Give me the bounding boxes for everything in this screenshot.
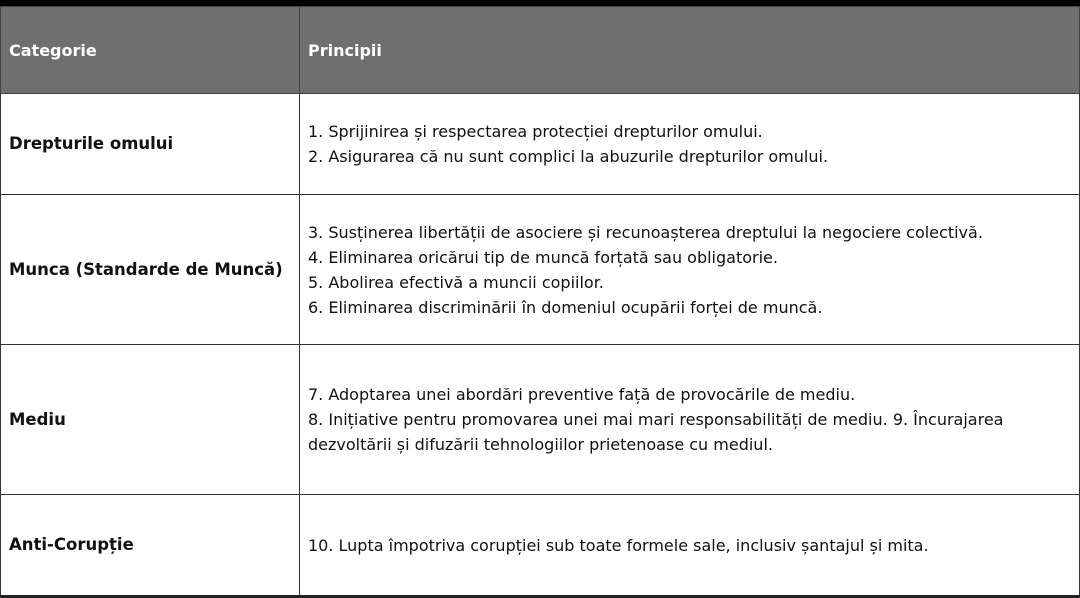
principles-cell	[300, 94, 1080, 195]
principles-cell	[300, 495, 1080, 597]
principle-item: 8. Inițiative pentru promovarea unei mai mari responsabilități de mediu. 9. Încurajarea dezvoltării și difuzării tehnologiilor prietenoase cu mediul.	[308, 410, 1004, 454]
table-row	[1, 495, 1080, 597]
principle-item: 1. Sprijinirea și respectarea protecției drepturilor omului.	[308, 122, 763, 141]
category-cell: Anti-Corupție	[1, 495, 300, 597]
principle-item: 5. Abolirea efectivă a muncii copiilor.	[308, 272, 604, 292]
principle-item: 6. Eliminarea discriminării în domeniul ocupării forței de muncă.	[308, 297, 823, 317]
table-row	[1, 345, 1080, 495]
category-cell: Mediu	[1, 345, 300, 495]
header-categorie: Categorie	[1, 7, 300, 94]
principle-item: 7. Adoptarea unei abordări preventive față de provocările de mediu.	[308, 385, 856, 404]
header-principii: Principii	[300, 7, 1080, 94]
un-global-compact-principles-table	[0, 6, 1080, 598]
principles-cell	[300, 195, 1080, 345]
category-cell: Munca (Standarde de Muncă)	[1, 195, 300, 345]
principle-item: 10. Lupta împotriva corupției sub toate formele sale, inclusiv șantajul și mita.	[308, 535, 929, 555]
principles-cell	[300, 345, 1080, 495]
principle-item: 3. Susținerea libertății de asociere și recunoașterea dreptului la negociere colectivă.	[308, 222, 983, 242]
principle-item: 4. Eliminarea oricărui tip de muncă forțată sau obligatorie.	[308, 247, 778, 267]
category-cell: Drepturile omului	[1, 94, 300, 195]
header-row	[1, 7, 1080, 94]
principle-item: 2. Asigurarea că nu sunt complici la abuzurile drepturilor omului.	[308, 147, 829, 166]
table-row	[1, 94, 1080, 195]
table-row	[1, 195, 1080, 345]
